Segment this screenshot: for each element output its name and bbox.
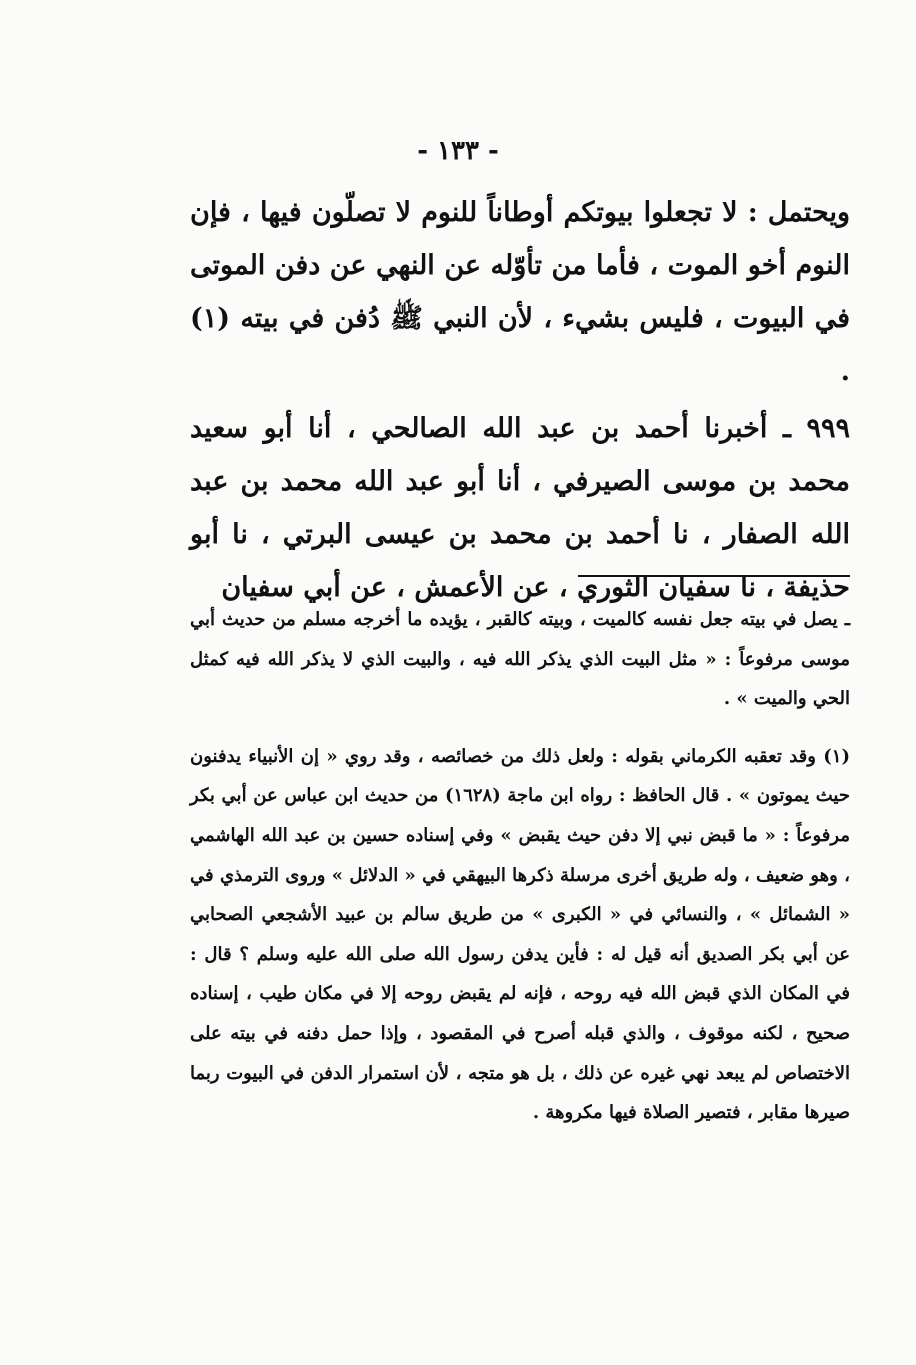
footnote-1: (١) وقد تعقبه الكرماني بقوله : ولعل ذلك من خصائصه ، وقد روي « إن الأنبياء يدفنون حيث يموتون » . قال الحافظ : رواه ابن ماجة (١٦٢٨) من حديث ابن عباس عن أبي بكر مرفوعاً : « ما قبض نبي إلا دفن حيث يقبض » وفي إسناده حسين بن عبد الله الهاشمي ، وهو ضعيف ، وله طريق أخرى مرسلة ذكرها البيهقي في « الدلائل » وروى الترمذي في « الشمائل » ، والنسائي في « الكبرى » من طريق سالم بن عبيد الأشجعي الصحابي عن أبي بكر الصديق أنه قيل له : فأين يدفن رسول الله صلى الله عليه وسلم ؟ قال : في المكان الذي قبض الله فيه روحه ، فإنه لم يقبض روحه إلا في مكان طيب ، إسناده صحيح ، لكنه موقوف ، والذي قبله أصرح في المقصود ، وإذا حمل دفنه في بيته على الاختصاص لم يبعد نهي غيره عن ذلك ، بل هو متجه ، لأن استمرار الدفن في البيوت ربما صيرها مقابر ، فتصير الصلاة فيها مكروهة . bbox=[190, 745, 850, 1124]
main-paragraph-hadith-999: ٩٩٩ ـ أخبرنا أحمد بن عبد الله الصالحي ، أنا أبو سعيد محمد بن موسى الصيرفي ، أنا أبو عبد الله محمد بن عبد الله الصفار ، نا أحمد بن محمد بن عيسى البرتي ، نا أبو حذيفة ، نا سفيان الثوري ، عن الأعمش ، عن أبي سفيان bbox=[190, 413, 850, 603]
footnote-divider bbox=[578, 575, 850, 577]
main-paragraph-1: ويحتمل : لا تجعلوا بيوتكم أوطاناً للنوم لا تصلّون فيها ، فإن النوم أخو الموت ، فأما من تأوّله عن النهي عن دفن الموتى في البيوت ، فليس بشيء ، لأن النبي ﷺ دُفن في بيته (١) . bbox=[190, 197, 850, 387]
footnote-continued: ـ يصل في بيته جعل نفسه كالميت ، وبيته كالقبر ، يؤيده ما أخرجه مسلم من حديث أبي موسى مرفوعاً : « مثل البيت الذي يذكر الله فيه ، والبيت الذي لا يذكر الله فيه كمثل الحي والميت » . bbox=[190, 609, 850, 710]
page-number: - ١٣٣ - bbox=[417, 136, 499, 166]
main-text bbox=[190, 186, 850, 614]
footnotes bbox=[190, 600, 850, 1133]
